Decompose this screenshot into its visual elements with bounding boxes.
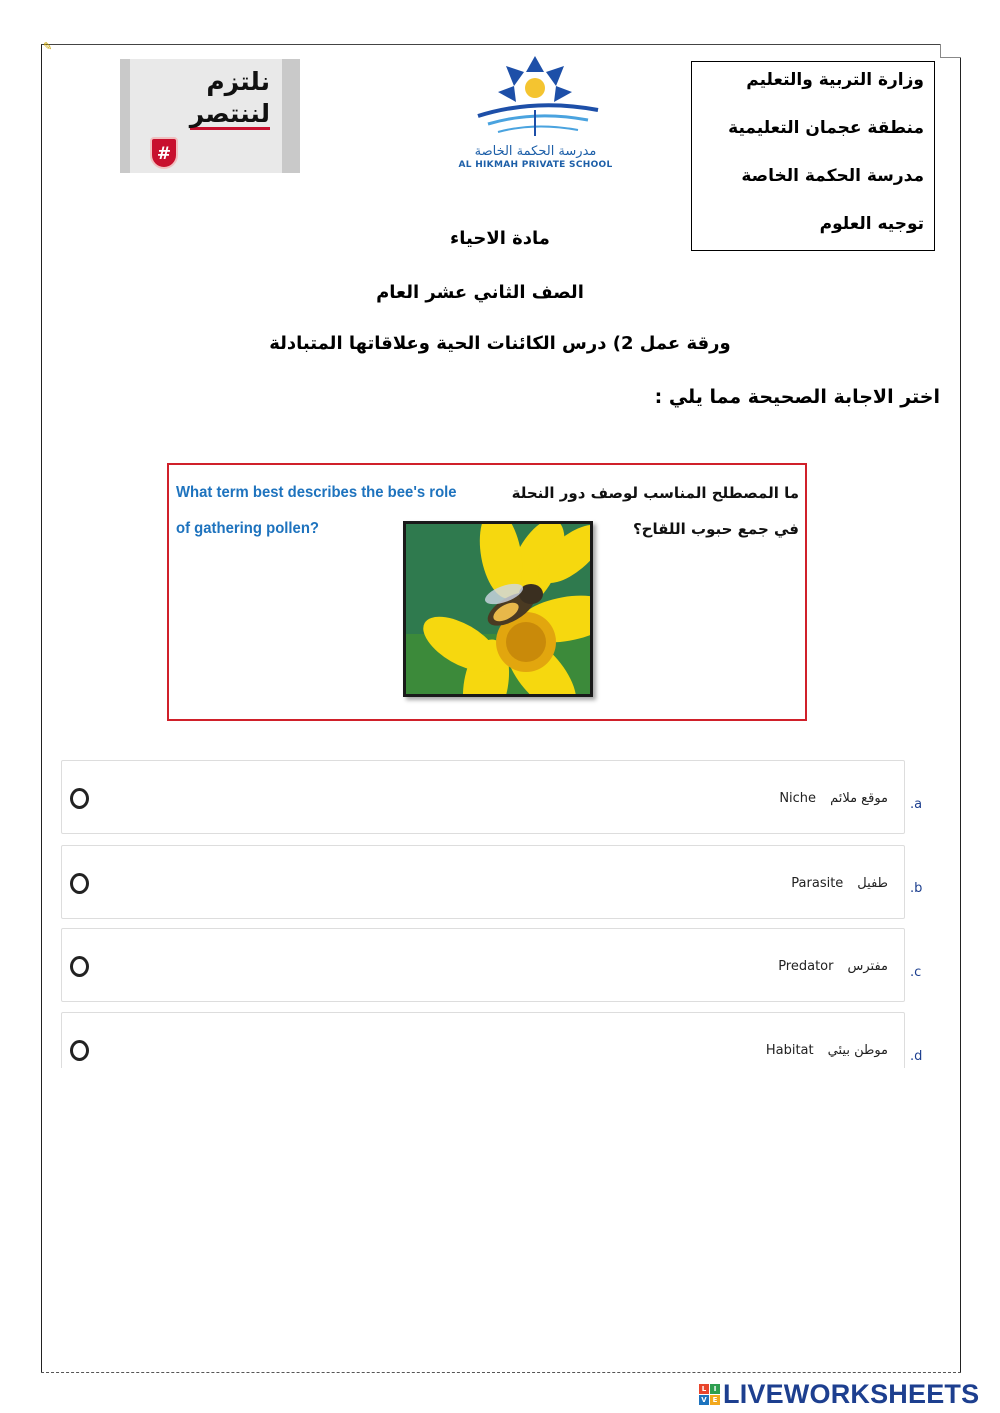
liveworksheets-logo-icon: L I V E xyxy=(699,1384,720,1405)
radio-button[interactable] xyxy=(70,788,89,809)
ministry-line: مدرسة الحكمة الخاصة xyxy=(741,166,924,186)
option-text: Predator مفترس xyxy=(778,959,888,974)
ministry-line: وزارة التربية والتعليم xyxy=(746,70,924,90)
answer-option-c[interactable] xyxy=(61,928,905,1002)
option-letter: .a xyxy=(910,797,923,812)
option-letter: .c xyxy=(910,965,922,980)
liveworksheets-brand xyxy=(699,1378,979,1410)
instruction-text: اختر الاجابة الصحيحة مما يلي : xyxy=(654,386,940,408)
slogan-logo xyxy=(120,59,300,173)
radio-button[interactable] xyxy=(70,1040,89,1061)
radio-button[interactable] xyxy=(70,873,89,894)
ministry-box xyxy=(691,61,935,251)
page-cutoff xyxy=(42,1068,937,1088)
option-letter: .d xyxy=(910,1049,923,1064)
page-corner-fold xyxy=(940,44,961,58)
school-arabic-name: مدرسة الحكمة الخاصة xyxy=(474,144,597,159)
answer-option-b[interactable] xyxy=(61,845,905,919)
brand-name: LIVEWORKSHEETS xyxy=(723,1378,980,1409)
question-arabic: ما المصطلح المناسب لوصف دور النحلة في جمع حبوب اللقاح؟ xyxy=(511,484,799,538)
pin-icon: ✎ xyxy=(43,40,53,53)
school-emblem-icon xyxy=(448,52,623,144)
option-letter: .b xyxy=(910,881,923,896)
grade-title: الصف الثاني عشر العام xyxy=(376,282,584,303)
question-english: What term best describes the bee's role of gathering pollen? xyxy=(176,484,457,537)
question-box xyxy=(167,463,807,721)
answer-option-a[interactable] xyxy=(61,760,905,834)
worksheet-title: ورقة عمل 2) درس الكائنات الحية وعلاقاتها المتبادلة xyxy=(269,333,731,354)
bee-on-flower-image xyxy=(403,521,593,697)
subject-title: مادة الاحياء xyxy=(450,228,550,249)
option-text: Parasite طفيل xyxy=(791,876,888,891)
option-text: Niche موقع ملائم xyxy=(779,791,888,806)
option-text: Habitat موطن بيئي xyxy=(765,1043,888,1058)
ministry-line: منطقة عجمان التعليمية xyxy=(728,118,924,138)
hashtag-shield-icon: # xyxy=(150,137,178,169)
ministry-line: توجيه العلوم xyxy=(819,214,924,234)
slogan-line-2: لننتصر xyxy=(190,101,270,130)
radio-button[interactable] xyxy=(70,956,89,977)
page-bottom-edge xyxy=(41,1372,961,1373)
slogan-line-1: نلتزم xyxy=(206,67,270,96)
school-logo xyxy=(448,52,623,177)
school-english-name: AL HIKMAH PRIVATE SCHOOL xyxy=(458,160,613,170)
